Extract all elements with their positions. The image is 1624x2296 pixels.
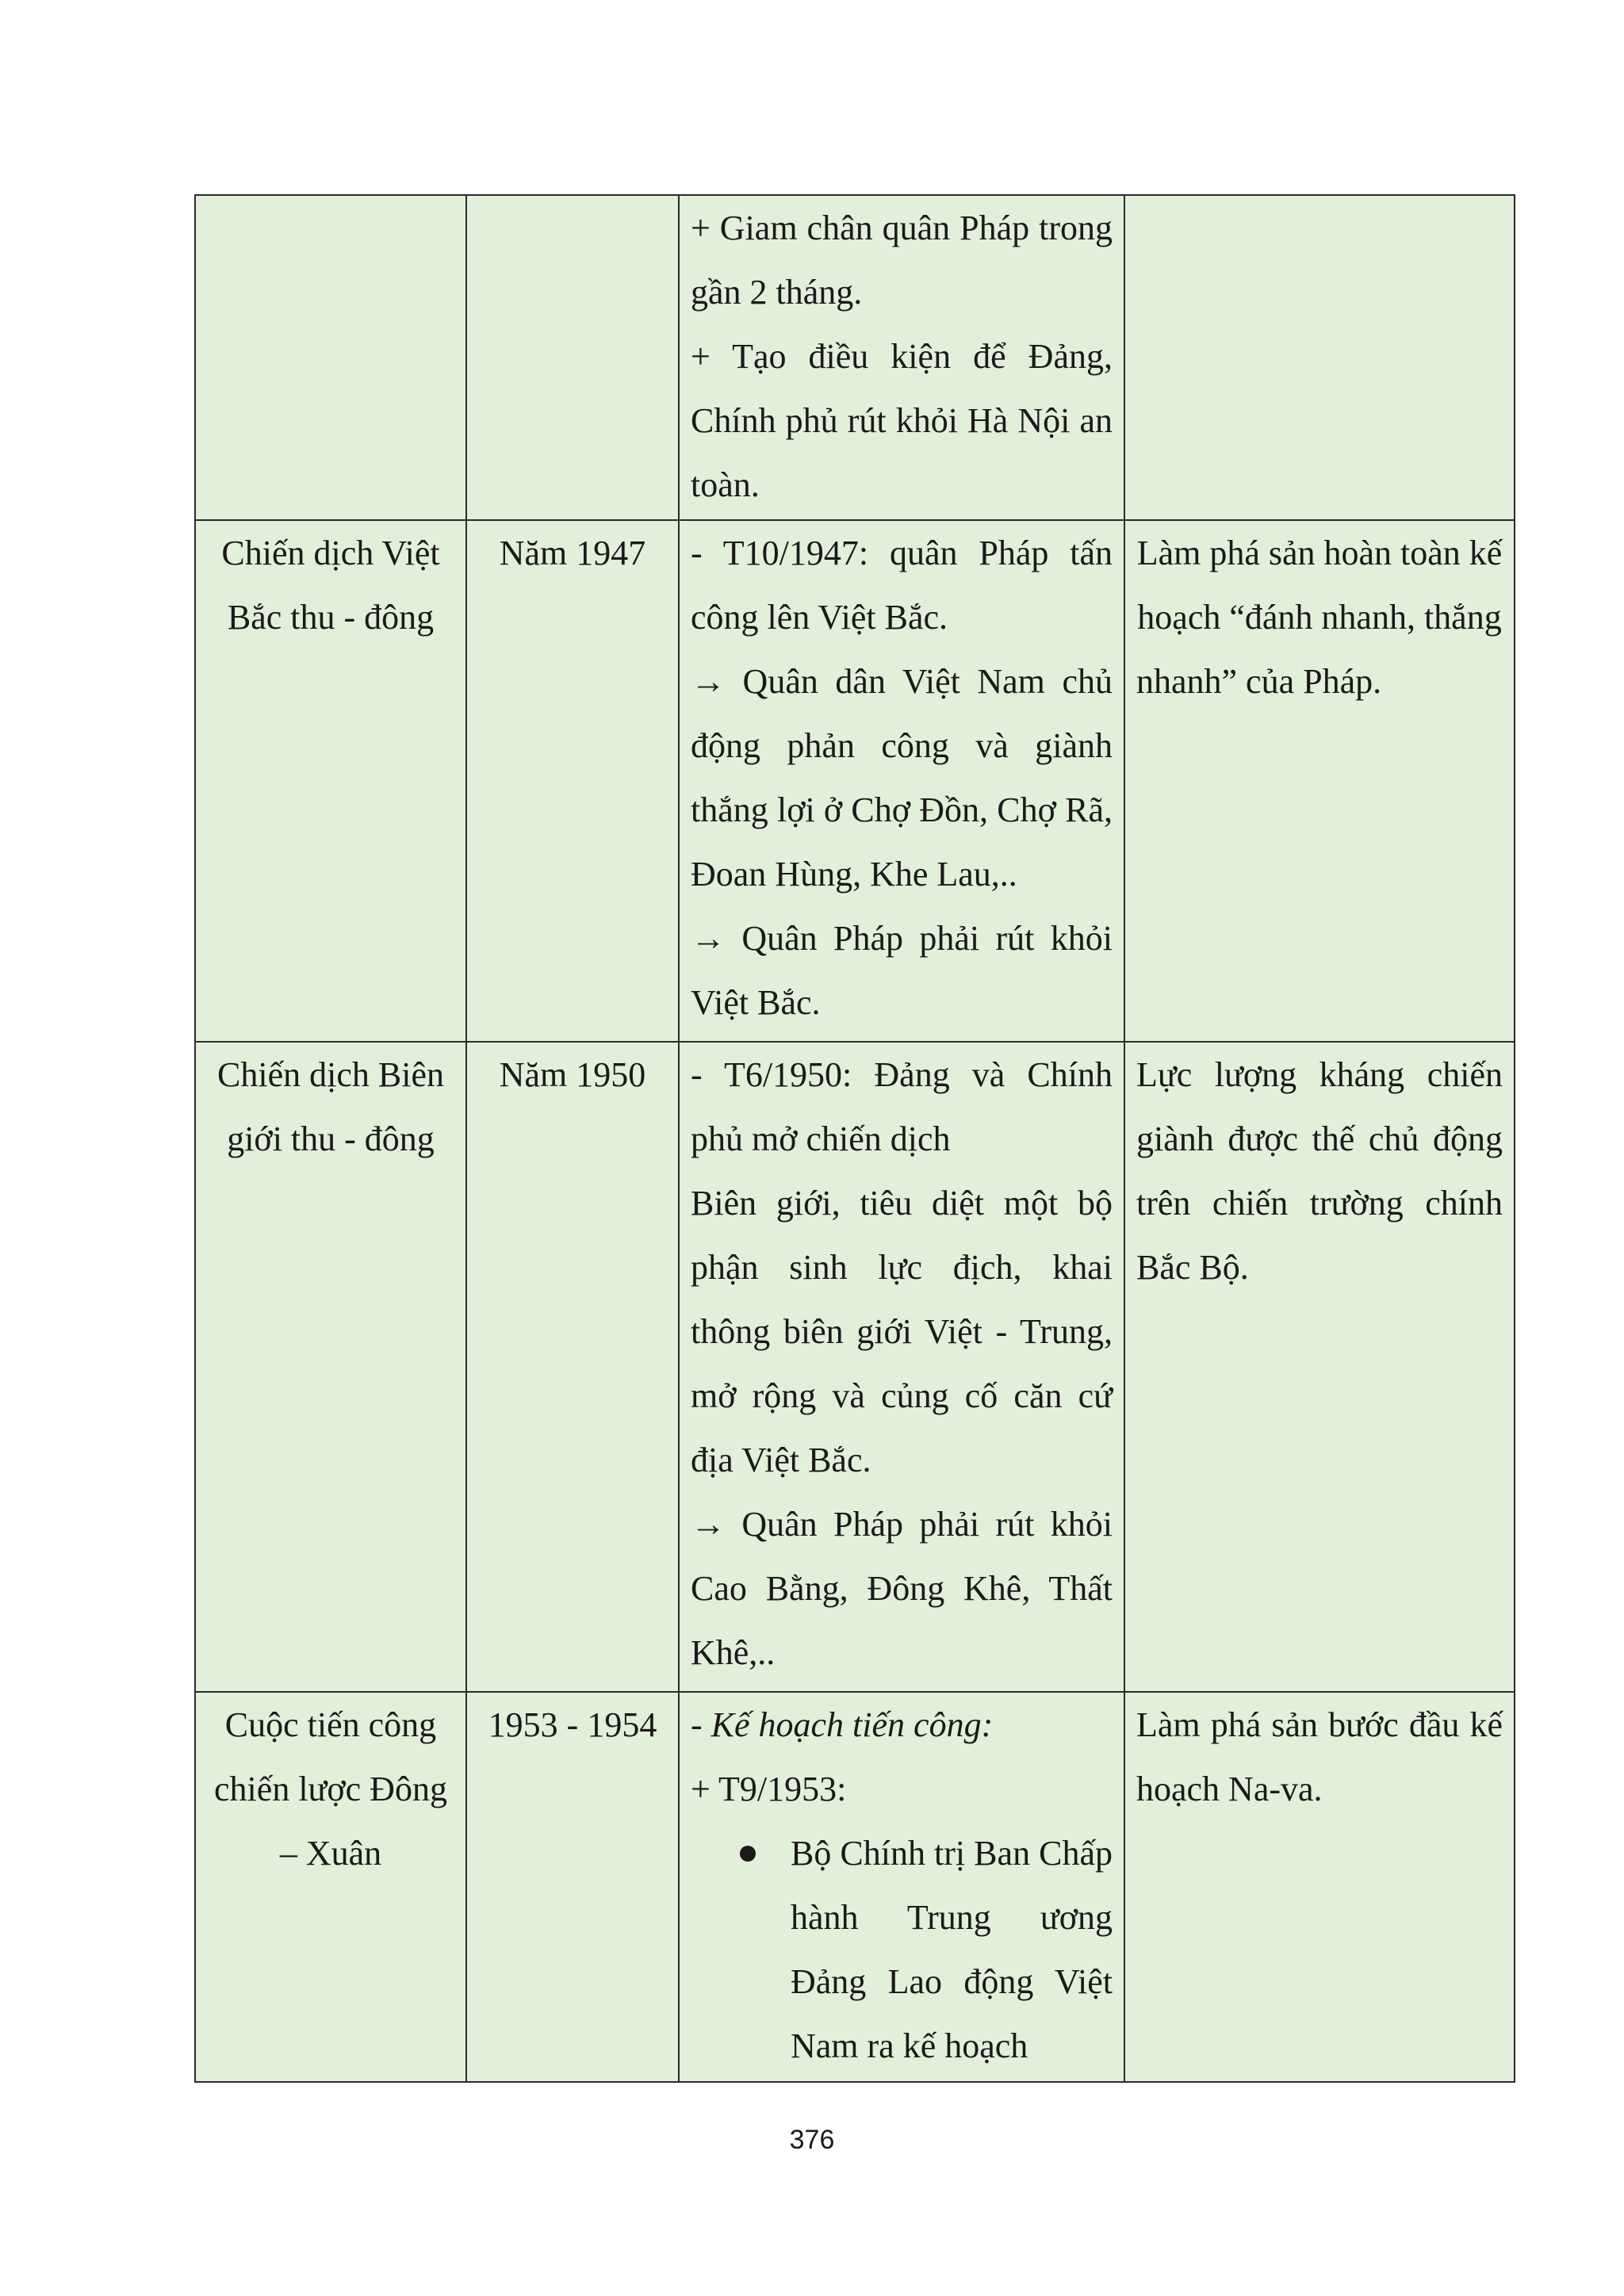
history-table: [194, 194, 1515, 2083]
table-row: [195, 1692, 1515, 2082]
campaign-name-cell: [195, 195, 466, 520]
campaign-events-cell: [679, 1042, 1124, 1692]
campaign-year-cell: 1953 - 1954: [466, 1692, 679, 2082]
campaign-result-cell: [1124, 520, 1515, 1042]
history-table-container: [194, 194, 1514, 2083]
event-line: → Quân Pháp phải rút khỏi Việt Bắc.: [691, 919, 1113, 1022]
bullet-dot-icon: [740, 1846, 756, 1862]
event-heading: - Kế hoạch tiến công:: [691, 1705, 994, 1744]
campaign-events-cell: [679, 195, 1124, 520]
event-line: - T10/1947: quân Pháp tấn công lên Việt Bắc.: [691, 534, 1113, 637]
event-line: + Tạo điều kiện để Đảng, Chính phủ rút khỏi Hà Nội an toàn.: [691, 337, 1113, 504]
result-text: Lực lượng kháng chiến giành được thế chủ động trên chiến trường chính Bắc Bộ.: [1136, 1055, 1503, 1287]
campaign-result-cell: [1124, 1692, 1515, 2082]
event-line: - T6/1950: Đảng và Chính phủ mở chiến dịch: [691, 1055, 1113, 1158]
campaign-year-cell: Năm 1950: [466, 1042, 679, 1692]
campaign-year-cell: Năm 1947: [466, 520, 679, 1042]
bullet-list: [691, 1821, 1113, 2078]
campaign-result-cell: [1124, 1042, 1515, 1692]
campaign-result-cell: [1124, 195, 1515, 520]
campaign-year-cell: [466, 195, 679, 520]
event-line: → Quân Pháp phải rút khỏi Cao Bằng, Đông Khê, Thất Khê,..: [691, 1505, 1113, 1672]
event-line: + T9/1953:: [691, 1770, 847, 1808]
list-item: [691, 1821, 1113, 2078]
result-text: Làm phá sản hoàn toàn kế hoạch “đánh nhanh, thắng nhanh” của Pháp.: [1136, 534, 1503, 701]
table-row: [195, 520, 1515, 1042]
event-line: + Giam chân quân Pháp trong gần 2 tháng.: [691, 209, 1113, 312]
event-line: Biên giới, tiêu diệt một bộ phận sinh lực địch, khai thông biên giới Việt - Trung, mở rộng và củng cố căn cứ địa Việt Bắc.: [691, 1184, 1113, 1479]
event-line: → Quân dân Việt Nam chủ động phản công và giành thắng lợi ở Chợ Đồn, Chợ Rã, Đoan Hùng, Khe Lau,..: [691, 662, 1113, 894]
campaign-events-cell: [679, 1692, 1124, 2082]
campaign-name-cell: Chiến dịch Biên giới thu - đông: [195, 1042, 466, 1692]
campaign-name-cell: Chiến dịch Việt Bắc thu - đông: [195, 520, 466, 1042]
bullet-text: Bộ Chính trị Ban Chấp hành Trung ương Đảng Lao động Việt Nam ra kế hoạch: [791, 1834, 1113, 2065]
result-text: Làm phá sản bước đầu kế hoạch Na-va.: [1136, 1705, 1503, 1808]
table-row: [195, 1042, 1515, 1692]
campaign-name-cell: Cuộc tiến công chiến lược Đông – Xuân: [195, 1692, 466, 2082]
table-row: [195, 195, 1515, 520]
campaign-events-cell: [679, 520, 1124, 1042]
page-number: 376: [789, 2125, 835, 2155]
